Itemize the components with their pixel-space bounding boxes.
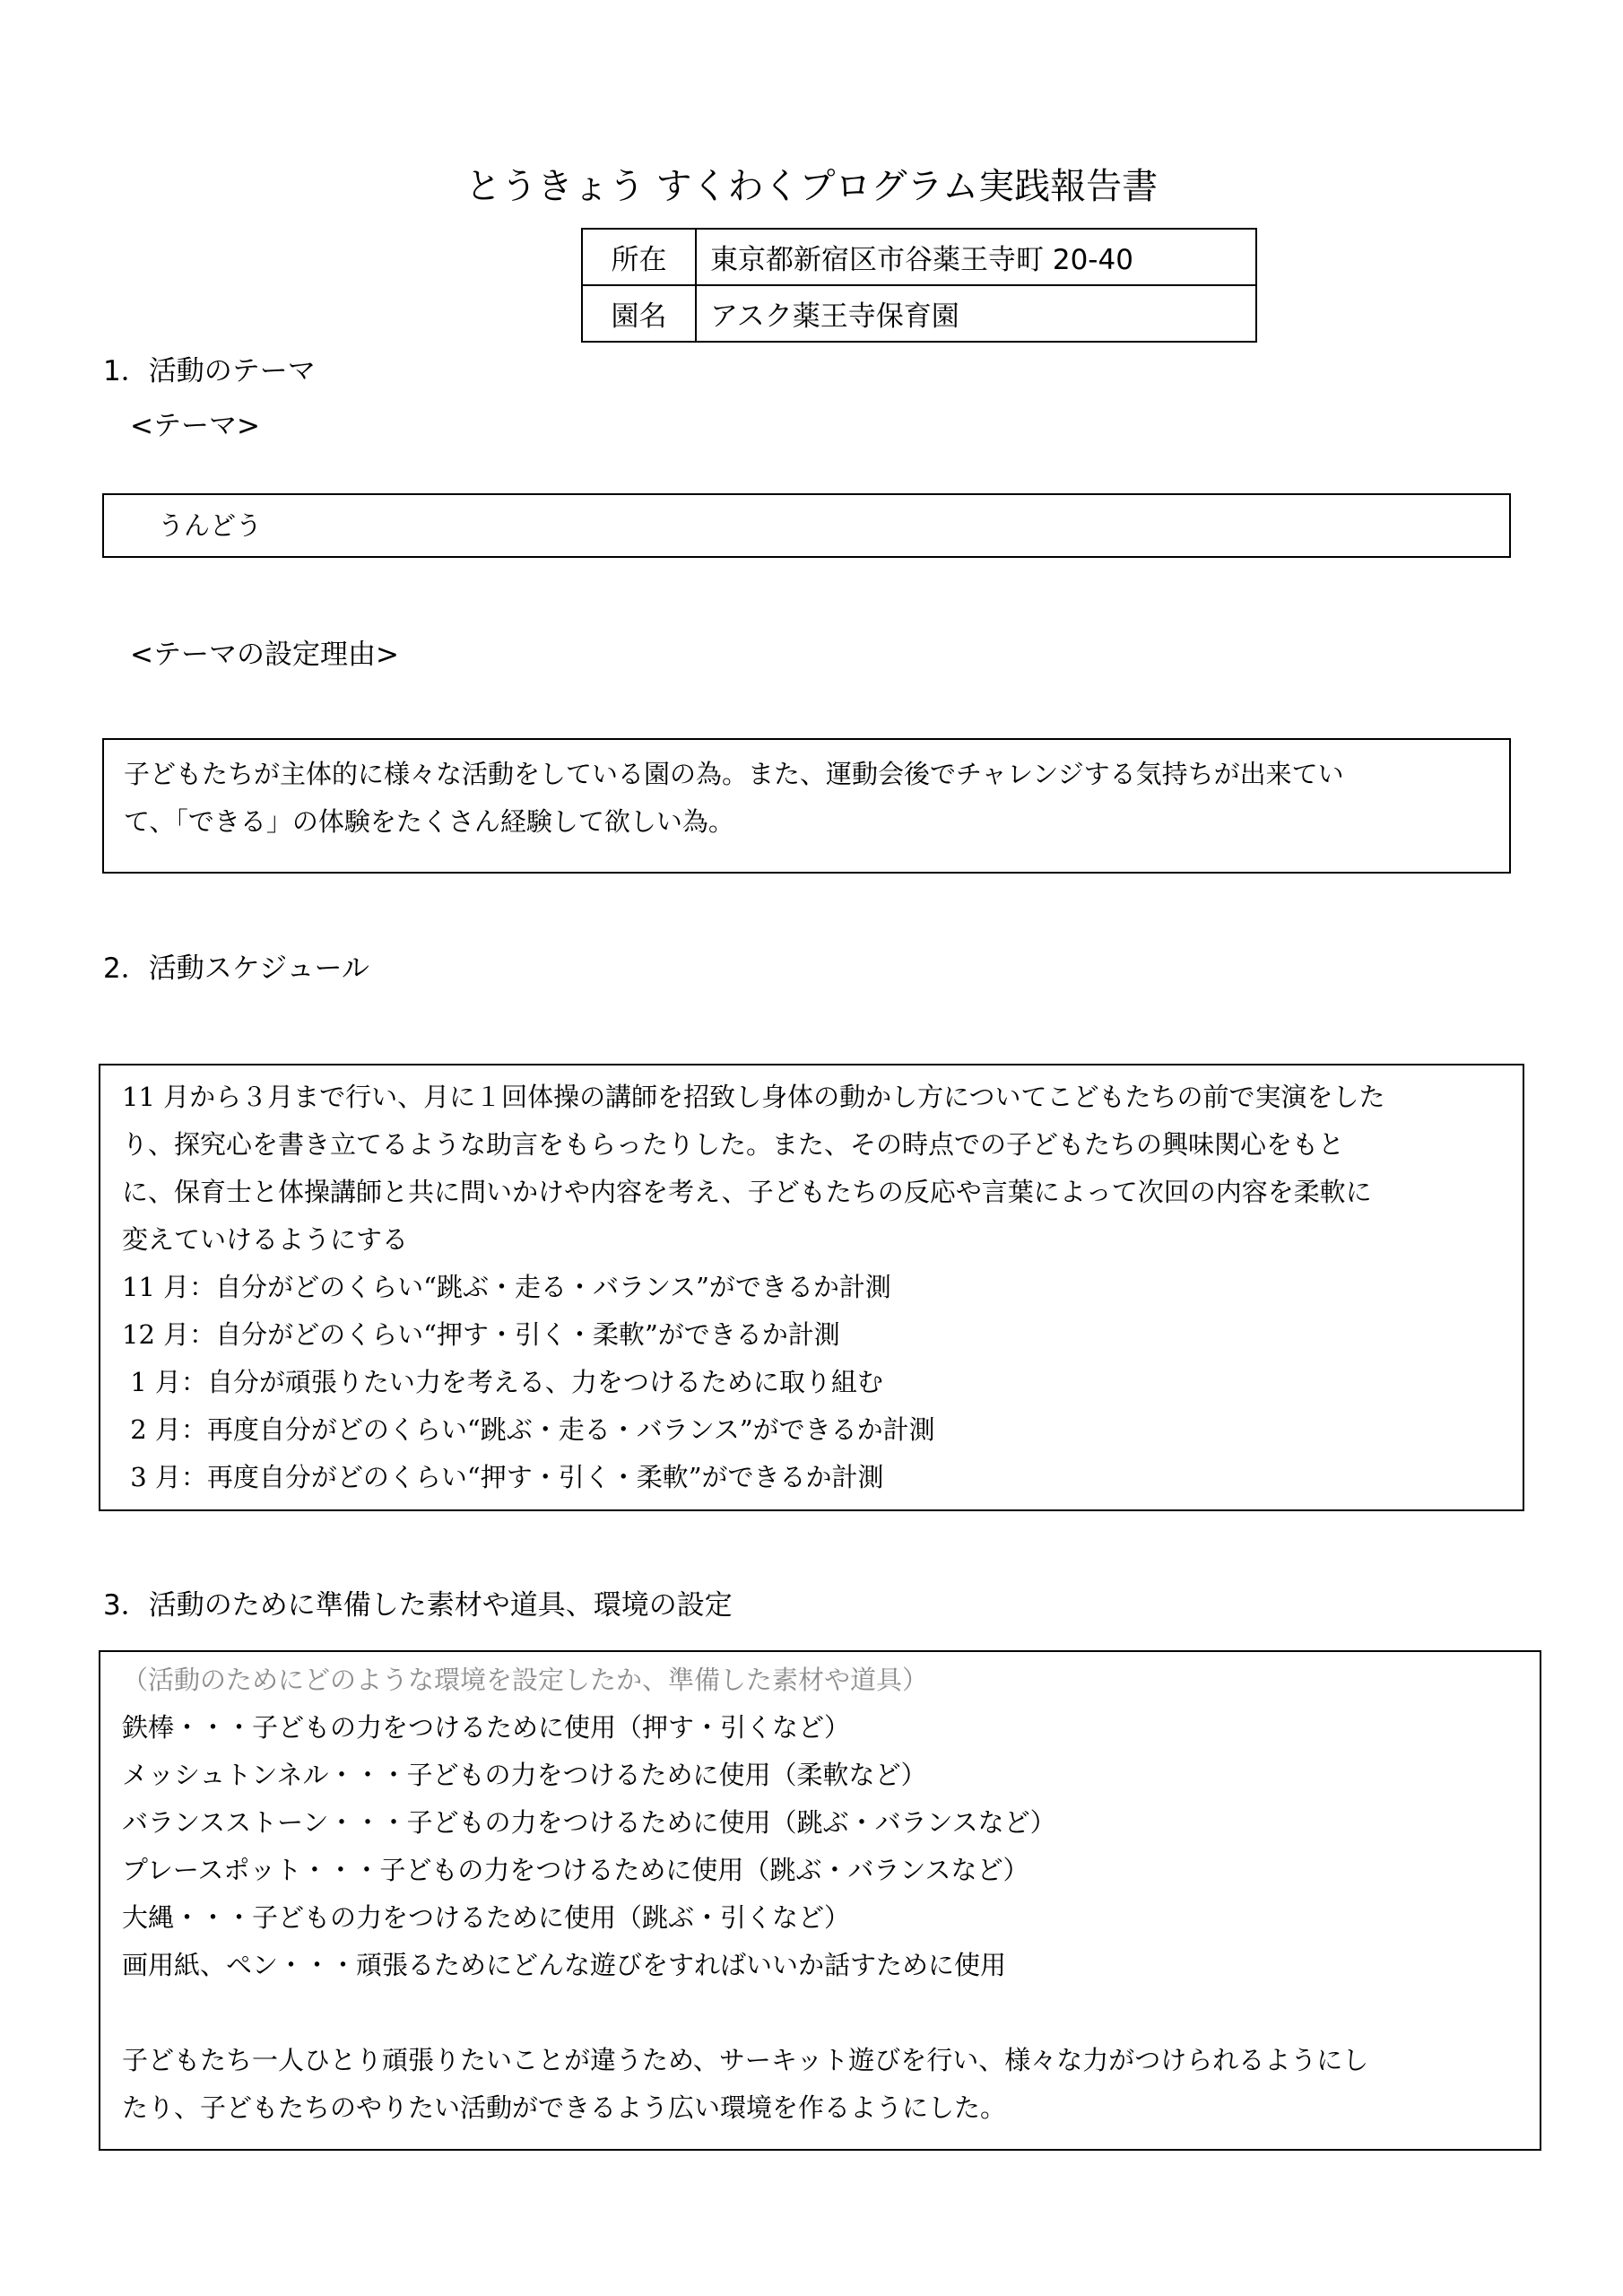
nursery-name-value: アスク薬王寺保育園 <box>696 285 1256 342</box>
nursery-name-row <box>582 285 1256 342</box>
theme-text: うんどう <box>158 510 263 541</box>
closing-line: たり、子どもたちのやりたい活動ができるよう広い環境を作るようにした。 <box>122 2092 1007 2123</box>
section2-heading: 2．活動スケジュール <box>103 952 369 985</box>
reason-line: 子どもたちが主体的に様々な活動をしている園の為。また、運動会後でチャレンジする気持ちが出来てい <box>124 759 1344 789</box>
schedule-text <box>122 1074 1385 1501</box>
schedule-line: 3 月：再度自分がどのくらい“押す・引く・柔軟”ができるか計測 <box>122 1462 884 1492</box>
document-title: とうきょう すくわくプログラム実践報告書 <box>464 166 1159 207</box>
closing-line: 子どもたち一人ひとり頑張りたいことが違うため、サーキット遊びを行い、様々な力がつけられるようにし <box>122 2045 1369 2075</box>
schedule-line: に、保育士と体操講師と共に問いかけや内容を考え、子どもたちの反応や言葉によって次回の内容を柔軟に <box>122 1177 1372 1207</box>
materials-item: バランスストーン・・・子どもの力をつけるために使用（跳ぶ・バランスなど） <box>122 1807 1056 1838</box>
materials-text <box>122 1657 1368 2132</box>
theme-box <box>102 493 1511 558</box>
materials-box <box>99 1650 1541 2151</box>
schedule-line: 変えていけるようにする <box>122 1224 409 1255</box>
theme-label: <テーマ> <box>130 410 260 442</box>
nursery-name-label: 園名 <box>582 285 696 342</box>
schedule-box <box>99 1064 1524 1511</box>
materials-item: 大縄・・・子どもの力をつけるために使用（跳ぶ・引くなど） <box>122 1902 851 1933</box>
schedule-line: 11 月から３月まで行い、月に１回体操の講師を招致し身体の動かし方についてこどもたちの前で実演をした <box>122 1082 1385 1112</box>
info-table <box>581 228 1257 343</box>
schedule-line: り、探究心を書き立てるような助言をもらったりした。また、その時点での子どもたちの興味関心をもと <box>122 1129 1345 1160</box>
materials-item: メッシュトンネル・・・子どもの力をつけるために使用（柔軟など） <box>122 1760 927 1790</box>
schedule-line: 2 月：再度自分がどのくらい“跳ぶ・走る・バランス”ができるか計測 <box>122 1414 935 1445</box>
materials-item: プレースポット・・・子どもの力をつけるために使用（跳ぶ・バランスなど） <box>122 1855 1029 1885</box>
reason-label: <テーマの設定理由> <box>130 639 399 671</box>
location-label: 所在 <box>582 229 696 285</box>
schedule-line: 1 月：自分が頑張りたい力を考える、力をつけるために取り組む <box>122 1367 883 1397</box>
blank-line <box>122 1989 1368 2037</box>
schedule-line: 12 月：自分がどのくらい“押す・引く・柔軟”ができるか計測 <box>122 1319 840 1350</box>
location-row <box>582 229 1256 285</box>
reason-text <box>124 751 1344 846</box>
location-value: 東京都新宿区市谷薬王寺町 20-40 <box>696 229 1256 285</box>
section1-heading: 1．活動のテーマ <box>103 355 316 387</box>
reason-box <box>102 738 1511 874</box>
section3-heading: 3．活動のために準備した素材や道具、環境の設定 <box>103 1589 733 1622</box>
schedule-line: 11 月：自分がどのくらい“跳ぶ・走る・バランス”ができるか計測 <box>122 1272 891 1302</box>
materials-hint: （活動のためにどのような環境を設定したか、準備した素材や道具） <box>122 1665 929 1695</box>
reason-line: て、「できる」の体験をたくさん経験して欲しい為。 <box>124 806 734 837</box>
materials-item: 画用紙、ペン・・・頑張るためにどんな遊びをすればいいか話すために使用 <box>122 1950 1007 1980</box>
materials-item: 鉄棒・・・子どもの力をつけるために使用（押す・引くなど） <box>122 1712 851 1743</box>
